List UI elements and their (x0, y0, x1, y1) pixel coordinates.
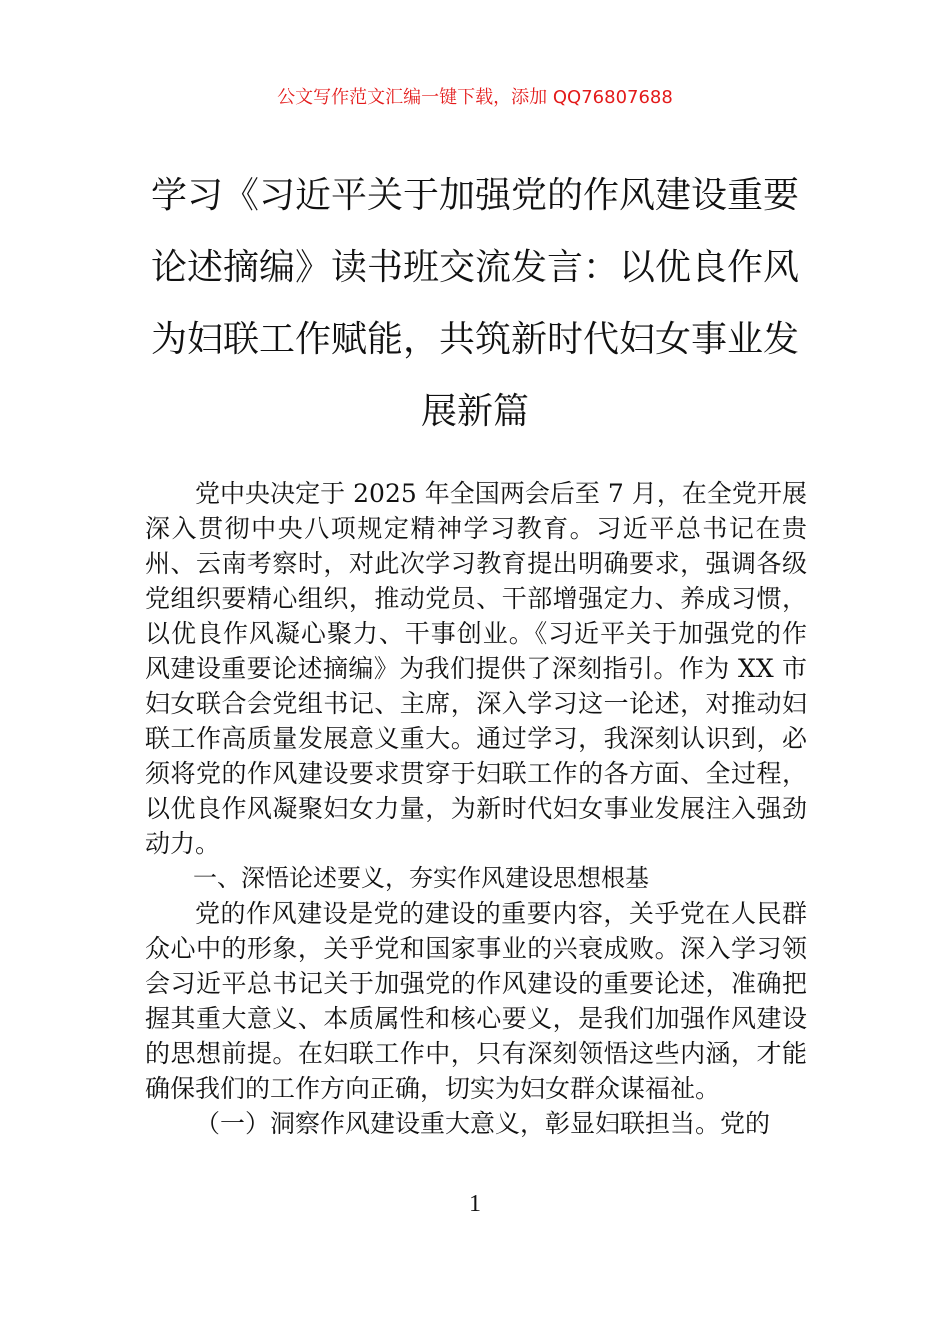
page-number: 1 (469, 1191, 481, 1217)
document-title: 学习《习近平关于加强党的作风建设重要论述摘编》读书班交流发言：以优良作风为妇联工作赋能，共筑新时代妇女事业发展新篇 (150, 175, 799, 432)
section-heading-1: 一、深悟论述要义，夯实作风建设思想根基 (193, 864, 649, 892)
section-1-paragraph: 党的作风建设是党的建设的重要内容，关乎党在人民群众心中的形象，关乎党和国家事业的兴衰成败。深入学习领会习近平总书记关于加强党的作风建设的重要论述，准确把握其重大意义、本质属性和核心要义，是我们加强作风建设的思想前提。在妇联工作中，只有深刻领悟这些内涵，才能确保我们的工作方向正确，切实为妇女群众谋福祉。 (145, 899, 807, 1103)
document-body (145, 476, 807, 1141)
subsection-1-paragraph: （一）洞察作风建设重大意义，彰显妇联担当。党的 (195, 1109, 771, 1138)
header-download-note: 公文写作范文汇编一键下载，添加 QQ76807688 (277, 87, 673, 108)
intro-paragraph: 党中央决定于 2025 年全国两会后至 7 月，在全党开展深入贯彻中央八项规定精神学习教育。习近平总书记在贵州、云南考察时，对此次学习教育提出明确要求，强调各级党组织要精心组织，推动党员、干部增强定力、养成习惯，以优良作风凝心聚力、干事创业。《习近平关于加强党的作风建设重要论述摘编》为我们提供了深刻指引。作为 XX 市妇女联合会党组书记、主席，深入学习这一论述，对推动妇联工作高质量发展意义重大。通过学习，我深刻认识到，必须将党的作风建设要求贯穿于妇联工作的各方面、全过程，以优良作风凝聚妇女力量，为新时代妇女事业发展注入强劲动力。 (145, 479, 807, 858)
